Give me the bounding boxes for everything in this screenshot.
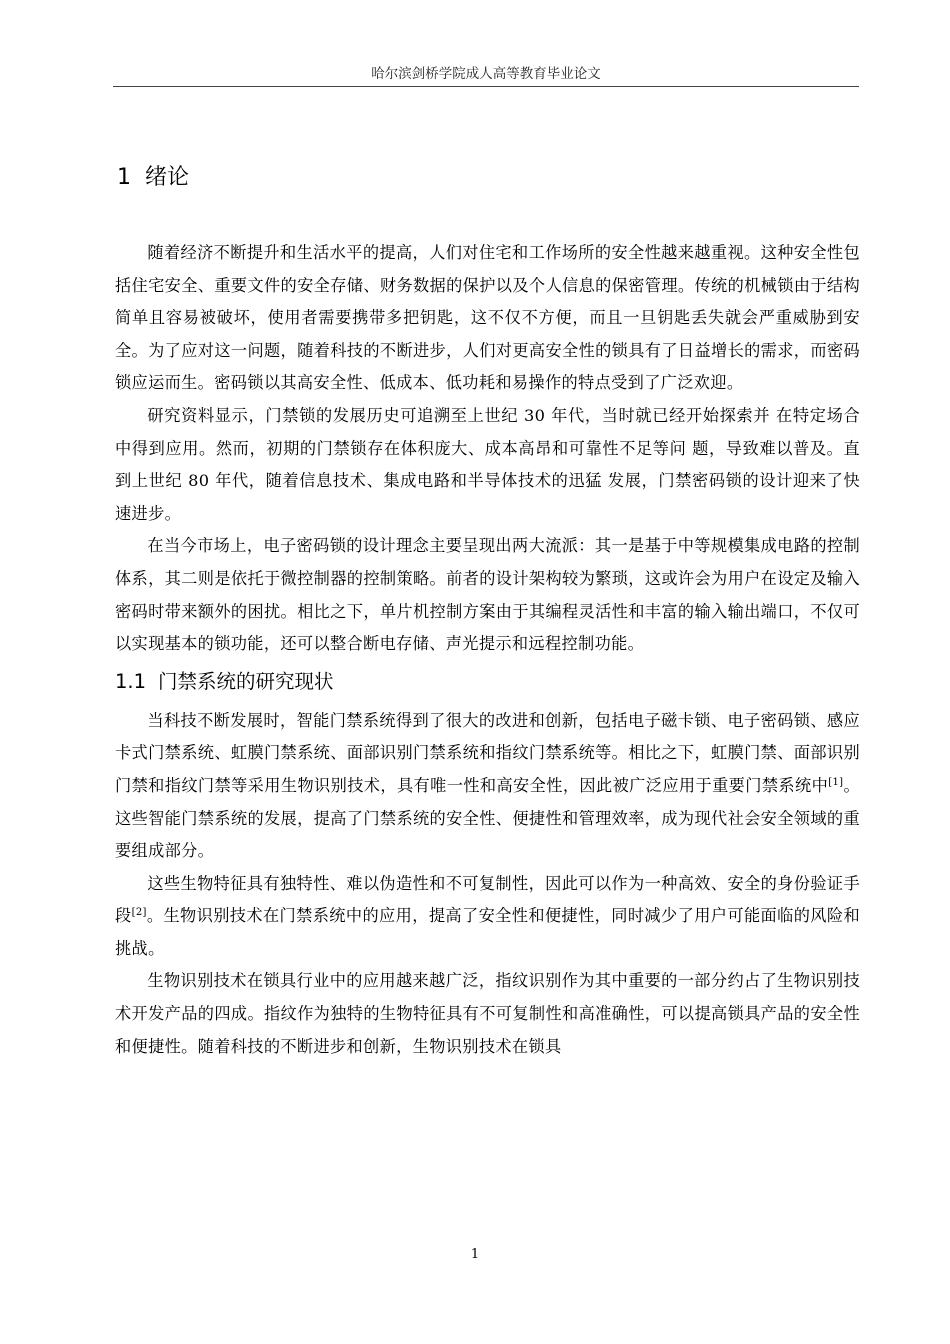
header-rule xyxy=(113,86,859,87)
paragraph-text: 。这些智能门禁系统的发展，提高了门禁系统的安全性、便捷性和管理效率，成为现代社会安全领域的重要组成部分。 xyxy=(115,775,860,861)
page-header: 哈尔滨剑桥学院成人高等教育毕业论文 xyxy=(371,66,601,82)
chapter-heading xyxy=(117,160,860,191)
paragraph-text: 。生物识别技术在门禁系统中的应用，提高了安全性和便捷性，同时减少了用户可能面临的风险和挑战。 xyxy=(115,906,860,958)
section-title: 门禁系统的研究现状 xyxy=(158,669,334,693)
section-heading xyxy=(115,667,860,697)
citation-ref-2: [2] xyxy=(131,907,147,919)
section-paragraph-1 xyxy=(115,705,860,868)
intro-paragraph-1: 随着经济不断提升和生活水平的提高，人们对住宅和工作场所的安全性越来越重视。这种安全性包括住宅安全、重要文件的安全存储、财务数据的保护以及个人信息的保密管理。传统的机械锁由于结构简单且容易被破坏，使用者需要携带多把钥匙，这不仅不方便，而且一旦钥匙丢失就会严重威胁到安全。为了应对这一问题，随着科技的不断进步，人们对更高安全性的锁具有了日益增长的需求，而密码锁应运而生。密码锁以其高安全性、低成本、低功耗和易操作的特点受到了广泛欢迎。 xyxy=(115,243,860,393)
page-number: 1 xyxy=(470,1247,480,1262)
section-number: 1.1 xyxy=(115,669,147,693)
citation-ref-1: [1] xyxy=(828,776,844,788)
intro-paragraph-2: 研究资料显示，门禁锁的发展历史可追溯至上世纪 30 年代，当时就已经开始探索并 在特定场合中得到应用。然而，初期的门禁锁存在体积庞大、成本高昂和可靠性不足等问 题，导致难以普及。直到上世纪 80 年代，随着信息技术、集成电路和半导体技术的迅猛 发展，门禁密码锁的设计迎来了快速进步。 xyxy=(115,405,860,523)
page-content xyxy=(115,160,860,1063)
intro-paragraph-3: 在当今市场上，电子密码锁的设计理念主要呈现出两大流派：其一是基于中等规模集成电路的控制体系，其二则是依托于微控制器的控制策略。前者的设计架构较为繁琐，这或许会为用户在设定及输入密码时带来额外的困扰。相比之下，单片机控制方案由于其编程灵活性和丰富的输入输出端口，不仅可以实现基本的锁功能，还可以整合断电存储、声光提示和远程控制功能。 xyxy=(115,536,860,654)
chapter-title: 绪论 xyxy=(145,165,190,190)
paragraph-text: 当科技不断发展时，智能门禁系统得到了很大的改进和创新，包括电子磁卡锁、电子密码锁、感应卡式门禁系统、虹膜门禁系统、面部识别门禁系统和指纹门禁系统等。相比之下，虹膜门禁、面部识别门禁和指纹门禁等采用生物识别技术，具有唯一性和高安全性，因此被广泛应用于重要门禁系统中 xyxy=(115,710,860,795)
section-paragraph-3: 生物识别技术在锁具行业中的应用越来越广泛，指纹识别作为其中重要的一部分约占了生物识别技术开发产品的四成。指纹作为独特的生物特征具有不可复制性和高准确性，可以提高锁具产品的安全性和便捷性。随着科技的不断进步和创新，生物识别技术在锁具 xyxy=(115,971,860,1056)
chapter-number: 1 xyxy=(117,165,131,190)
paragraph-text: 这些生物特征具有独特性、难以伪造性和不可复制性，因此可以作为一种高效、安全的身份验证手段 xyxy=(115,873,860,926)
section-paragraph-2 xyxy=(115,868,860,966)
